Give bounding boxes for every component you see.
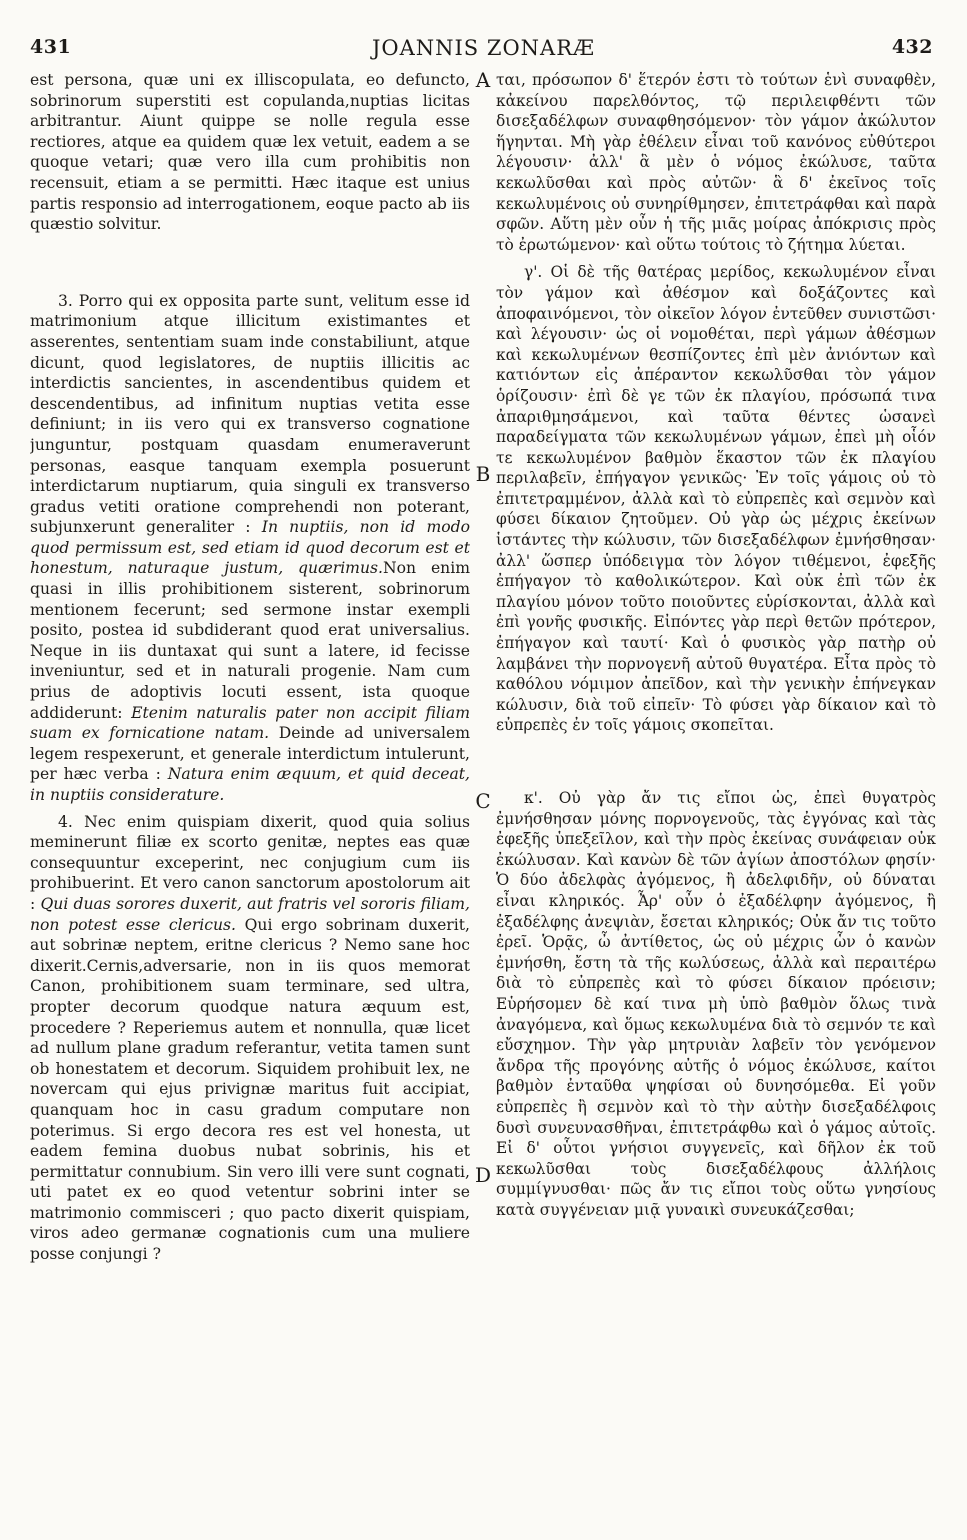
page-header bbox=[0, 36, 967, 66]
margin-marker-c: C bbox=[475, 789, 491, 813]
greek-column bbox=[496, 70, 936, 1520]
latin-p4-text-a: 4. Nec enim quispiam dixerit, quod quia solius meminerunt filiæ ex scorto genitæ, neptes eas quæ consequuntur exceperint, nec conjugium cum iis prohibuerint. Et vero canon sanctorum apostolorum ait : bbox=[30, 812, 470, 913]
greek-paragraph-continued: ται, πρόσωπον δ' ἕτερόν ἐστι τὸ τούτων ἑνὶ συναφθὲν, κἀκείνου παρελθόντος, τῷ περιλειφθέντι τῶν δισεξαδέλφων συναφθησόμενον· τὸν γάμον ἀκώλυτον ἥγηνται. Μὴ γὰρ ἐθέλειν εἶναι τοῦ κανόνος εὐθύτεροι λέγουσιν· ἀλλ' ἃ μὲν ὁ νόμος ἐκώλυσε, ταῦτα κεκωλῦσθαι καὶ πρὸς αὐτῶν· ἃ δ' ἐκεῖνος τοῖς κεκωλυμένοις οὐ συνηρίθμησεν, ἐπιτετράφθαι καὶ παρὰ σφῶν. Αὕτη μὲν οὖν ἡ τῆς μιᾶς μοίρας ἀπόκρισις πρὸς τὸ ἐρωτώμενον· καὶ οὕτω τούτοις τὸ ζήτημα λύεται. bbox=[496, 71, 936, 254]
margin-marker-d: D bbox=[474, 1163, 492, 1187]
latin-column bbox=[30, 70, 470, 1520]
latin-p3-text-b: Non enim quasi in illis prohibitionem sisterent, sobrinorum mentionem fecerunt; sed sermone instar exempli posito, postea id subdiderant quod erat universalius. Neque in iis duntaxat qui sunt a latere, id fecisse inveniuntur, sed et in naturali progenie. Nam cum prius de adoptivis locuti essent, ista quoque addiderunt: bbox=[30, 559, 470, 722]
page-number-left: 431 bbox=[30, 36, 72, 58]
latin-p3-quote-2: Etenim naturalis pater non accipit filiam suam ex fornicatione natam. bbox=[30, 703, 470, 743]
greek-paragraph-3: γ'. Οἱ δὲ τῆς θατέρας μερίδος, κεκωλυμένον εἶναι τὸν γάμον καὶ ἀθέσμον καὶ δοξάζοντες καὶ ἀποφαινόμενοι, τὸν οἰκεῖον λόγον ἐντεῦθεν συνιστῶσι· καὶ λέγουσιν· ὡς οἱ νομοθέται, περὶ γάμων ἀθέσμων καὶ κεκωλυμένων θεσπίζοντες ἐπὶ μὲν ἀνιόντων καὶ κατιόντων εἰς ἀπέραντον κεκωλῦσθαι τὸν γάμον ὁρίζουσιν· ἐπὶ δὲ γε τῶν ἐκ πλαγίου, πρόσωπά τινα ἀπαριθμησάμενοι, καὶ ταῦτα θέντες ὡσανεὶ παραδείγματα τῶν κεκωλυμένων γάμων, ἐπεὶ μὴ οἷόν τε κεκωλυμένον βαθμὸν ἕκαστον τῶν ἐκ πλαγίου περιλαβεῖν, ἐπήγαγον γενικῶς· Ἐν τοῖς γάμοις οὐ τὸ ἐπιτετραμμένον, ἀλλὰ καὶ τὸ εὐπρεπὲς καὶ σεμνὸν καὶ φύσει δίκαιον ζητοῦμεν. Οὐ γὰρ ὡς μέχρις ἐκείνων ἱστάντες τὴν κώλυσιν, τῶν δισεξαδέλφων ἐμνήσθησαν· ἀλλ' ὥσπερ ὑπόδειγμα τὸν λόγον τιθέμενοι, ἐφεξῆς ἐπήγαγον τὸ καθολικώτερον. Καὶ οὐκ ἐπὶ τῶν ἐκ πλαγίου μόνον τοῦτο ποιοῦντες εὑρίσκονται, ἀλλὰ καὶ ἐπὶ γονῆς φυσικῆς. Εἰπόντες γὰρ περὶ θετῶν πρότερον, ἐπήγαγον καὶ ταυτί· Καὶ ὁ φυσικὸς γὰρ πατὴρ οὐ λαμβάνει τὴν πορνογενῆ αὐτοῦ θυγατέρα. Εἶτα πρὸς τὸ καθόλου νόμιμον ἀπεῖδον, καὶ τὴν γενικὴν ἐπήνεγκαν κώλυσιν, διὰ τοῦ εἰπεῖν· Τὸ φύσει γὰρ δίκαιον καὶ τὸ εὐπρεπὲς ἐν τοῖς γάμοις σκοπεῖται. bbox=[496, 263, 936, 735]
running-title: JOANNIS ZONARÆ bbox=[371, 36, 596, 60]
latin-p3-text-a: 3. Porro qui ex opposita parte sunt, velitum esse id matrimonium atque illicitum existimantes et asserentes, sententiam suam inde constabiliunt, atque dicunt, quod legislatores, de nuptiis illicitis ac interdictis sancientes, in ascendentibus quidem et descendentibus, ad infinitum nuptias vetita esse definiunt; in iis vero qui ex transverso cognatione junguntur, postquam quasdam enumeraverunt personas, easque tanquam exempla posuerunt interdictarum nuptiarum, quia singuli ex transverso gradus vetiti oratione comprehendi non poterant, subjunxerunt generaliter : bbox=[30, 291, 470, 537]
latin-p4-quote-1: Qui duas sorores duxerit, aut fratris vel sororis filiam, non potest esse clericus. bbox=[30, 894, 470, 934]
latin-p3-quote-3: Natura enim æquum, et quid deceat, in nuptiis considerature. bbox=[30, 765, 470, 804]
latin-p3-quote-1: In nuptiis, non id modo quod permissum est, sed etiam id quod decorum est et honestum, naturaque justum, quærimus. bbox=[30, 518, 470, 578]
margin-marker-b: B bbox=[475, 462, 491, 486]
latin-paragraph-continued: est persona, quæ uni ex illiscopulata, eo defuncto, sobrinorum superstiti est copulanda,nuptias licitas arbitrantur. Aiunt quippe se nolle regula esse rectiores, atque ea quidem quæ lex vetuit, eadem a se quoque vetari; quæ vero illa cum prohibitis non recensuit, etiam a se permitti. Hæc itaque est unius partis responsio ad interrogationem, eoque pacto ab iis quæstio solvitur. bbox=[30, 71, 470, 234]
latin-paragraph-4 bbox=[30, 812, 470, 1265]
latin-p4-text-b: Qui ergo sobrinam duxerit, aut sobrinæ neptem, eritne clericus ? Nemo sane hoc dixerit.Cernis,adversarie, non in iis quos memorat Canon, prohibitionem suam terminare, sed ultra, propter decorum quodque natura æquum est, procedere ? Reperiemus autem et nonnulla, quæ licet ad nullum plane gradum referantur, vetita tamen sunt ob honestatem et decorum. Siquidem prohibuit lex, ne novercam qui ejus privignæ maritus fuit accipiat, quanquam hoc in casu gradum computare non poterimus. Si ergo decora res est vel honesta, ut eadem femina duobus nubat sobrinis, his et permittatur connubium. Sin vero illi vere sunt cognati, uti patet ex eo quod vetentur sobrini inter se matrimonio commisceri ; quo pacto dixerit quispiam, viros adeo germanæ cognationis cum una muliere posse conjungi ? bbox=[30, 915, 470, 1264]
greek-paragraph-20: κ'. Οὐ γὰρ ἄν τις εἴποι ὡς, ἐπεὶ θυγατρὸς ἐμνήσθησαν μόνης πορνογενοῦς, τὰς ἐγγόνας καὶ τὰς ἐφεξῆς ὑπεξεῖλον, καὶ τὴν πρὸς ἐκείνας συνάφειαν οὐκ ἐκώλυσαν. Καὶ κανὼν δὲ τῶν ἁγίων ἀποστόλων φησίν· Ὁ δύο ἀδελφὰς ἀγόμενος, ἢ ἀδελφιδῆν, οὐ δύναται εἶναι κληρικός. Ἆρ' οὖν ὁ ἐξαδέλφην ἀγόμενος, ἢ ἐξαδέλφης ἀνεψιὰν, ἔσεται κληρικός; Οὐκ ἄν τις τοῦτο ἐρεῖ. Ὁρᾷς, ὦ ἀντίθετος, ὡς οὐ μέχρις ὧν ὁ κανὼν ἐμνήσθη, ἔστη τὰ τῆς κωλύσεως, ἀλλὰ καὶ περαιτέρω διὰ τὸ εὐπρεπὲς καὶ τὸ φύσει δίκαιον πρόεισιν; Εὑρήσομεν δὲ καί τινα μὴ ὑπὸ βαθμὸν ὅλως τινὰ ἀναγόμενα, καὶ ὅμως κεκωλυμένα διὰ τὸ σεμνόν τε καὶ εὔσχημον. Τὴν γὰρ μητρυιὰν λαβεῖν τὸν γενόμενον ἄνδρα τῆς προγόνης αὐτῆς ὁ νόμος ἐκώλυσε, καίτοι βαθμὸν ἐνταῦθα ψηφίσαι οὐ δυνησόμεθα. Εἰ γοῦν εὐπρεπὲς ἢ σεμνὸν καὶ τὸ τὴν αὐτὴν δισεξαδέλφοις δυσὶ συνευνασθῆναι, ἐπιτετράφθω καὶ ὁ γάμος αὐτοῖς. Εἰ δ' οὗτοι γνήσιοι συγγενεῖς, καὶ δῆλον ἐκ τοῦ κεκωλῦσθαι τοὺς δισεξαδέλφους ἀλλήλοις συμμίγνυσθαι· πῶς ἄν τις εἴποι τοὺς οὕτω γνησίους κατὰ συγγένειαν μιᾷ γυναικὶ συνευκάζεσθαι; bbox=[496, 789, 936, 1219]
page-number-right: 432 bbox=[891, 36, 933, 58]
margin-marker-a: A bbox=[475, 68, 491, 92]
latin-paragraph-3 bbox=[30, 291, 470, 806]
latin-p3-text-c: Deinde ad universalem legem respexerunt, et generale interdictum intulerunt, per hæc verba : bbox=[30, 724, 470, 784]
